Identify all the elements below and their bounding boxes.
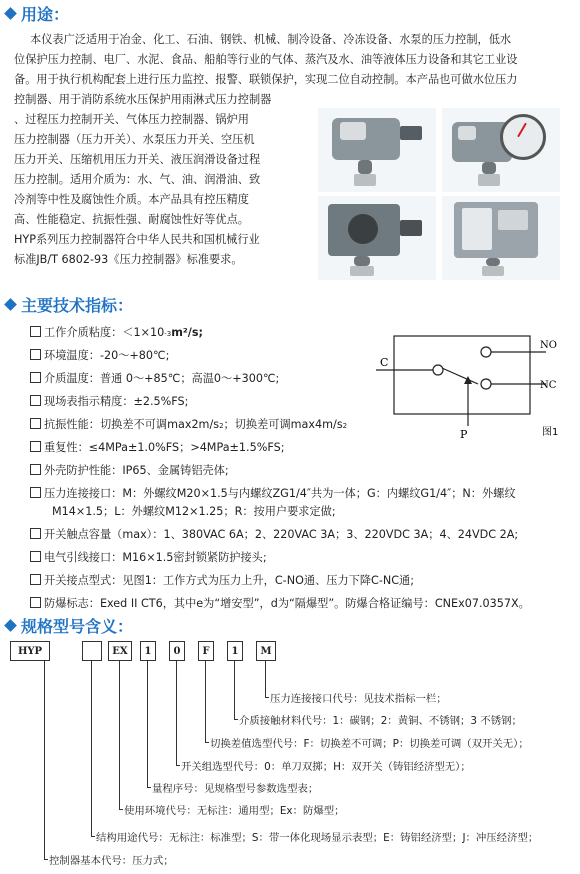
diagram-nc-terminal: [481, 379, 491, 389]
code-box-material: 1: [227, 641, 243, 661]
usage-section-title: [6, 2, 69, 24]
spec-vibration: 抗振性能：切换差不可调max2m/s 2 ；切换差可调max4m/s 2: [30, 416, 347, 432]
arrow-up-icon: [464, 376, 472, 384]
code-box-base: HYP: [10, 641, 50, 661]
diagram-frame: [394, 336, 530, 414]
checkbox-icon: [30, 326, 41, 337]
spec-repeatability: 重复性：≤4MPa±1.0%FS；>4MPa±1.5%FS;: [30, 439, 284, 455]
model-section-title: [6, 614, 133, 636]
product-photo-gauge: [442, 108, 560, 192]
spec-enclosure: 外壳防护性能：IP65、金属铸铝壳体;: [30, 462, 229, 478]
usage-line: 控制器、用于消防系统水压保护用雨淋式压力控制器: [14, 93, 272, 106]
spec-connection-cont: M14×1.5；L：外螺纹M12×1.25；R：按用户要求定做;: [52, 505, 336, 518]
diamond-bullet-icon: [4, 619, 17, 632]
code-box-differential: F: [198, 641, 214, 661]
model-desc-connection: 压力连接接口代号：见技术指标一栏；: [270, 693, 447, 705]
spec-medium-temp: 介质温度：普通 0～+85℃；高温0～+300℃;: [30, 370, 279, 386]
spec-ambient-temp: 环境温度：-20～+80℃;: [30, 347, 169, 363]
spec-accuracy: 现场表指示精度：±2.5%FS;: [30, 393, 188, 409]
code-box-structure: [82, 641, 102, 661]
checkbox-icon: [30, 574, 41, 585]
spec-explosion-proof: 防爆标志：Exed II CT6，其中e为“增安型”，d为“隔爆型”。防爆合格证编号：CNEx07.0357X。: [30, 595, 530, 611]
spec-cable-entry: 电气引线接口：M16×1.5密封锁紧防护接头;: [30, 549, 267, 565]
code-box-switch-group: 0: [169, 641, 185, 661]
code-box-environment: EX: [108, 641, 132, 661]
checkbox-icon: [30, 441, 41, 452]
diagram-label-c: C: [380, 356, 389, 369]
code-box-connection: M: [256, 641, 276, 661]
product-photo-switch: [318, 108, 436, 192]
code-box-range: 1: [140, 641, 156, 661]
usage-line: 压力开关、压缩机用压力开关、液压润滑设备过程: [14, 153, 261, 166]
tech-title-text: 主要技术指标：: [21, 295, 134, 315]
usage-line: 压力控制器（压力开关）、水泵压力开关、空压机: [14, 133, 255, 146]
usage-line: 压力控制。适用介质为：水、气、油、润滑油、致: [14, 173, 261, 186]
diamond-bullet-icon: [4, 7, 17, 20]
checkbox-icon: [30, 464, 41, 475]
checkbox-icon: [30, 528, 41, 539]
product-photos: [318, 108, 560, 280]
diagram-label-nc: NC: [540, 380, 557, 391]
model-desc-differential: 切换差值选型代号：F：切换差不可调；P：切换差可调（双开关无）；: [210, 738, 529, 750]
diamond-bullet-icon: [4, 298, 17, 311]
diagram-c-terminal: [433, 365, 443, 375]
checkbox-icon: [30, 597, 41, 608]
product-photo-explosion-proof: [318, 196, 436, 280]
spec-connection: 压力连接接口：M：外螺纹M20×1.5与内螺纹ZG1/4″共为一体；G：内螺纹G1/4″；N：外螺纹: [30, 485, 516, 501]
diagram-label-p: P: [460, 428, 468, 440]
usage-title-text: 用途：: [21, 4, 70, 24]
diagram-switch-blade: [442, 368, 478, 384]
usage-line: HYP系列压力控制器符合中华人民共和国机械行业: [14, 233, 260, 246]
usage-line: 位保护压力控制、电厂、水泥、食品、船舶等行业的气体、蒸汽及水、油等液体压力设备和其它工业设: [14, 53, 518, 66]
usage-line: 标准JB/T 6802-93《压力控制器》标准要求。: [14, 253, 243, 266]
usage-line: 冷剂等中性及腐蚀性介质。本产品具有控压精度: [14, 193, 249, 206]
checkbox-icon: [30, 349, 41, 360]
checkbox-icon: [30, 395, 41, 406]
model-desc-range: 量程序号：见规格型号参数选型表；: [152, 783, 319, 795]
product-photo-open-case: [442, 196, 560, 280]
diagram-label-no: NO: [540, 340, 557, 351]
diagram-no-terminal: [481, 347, 491, 357]
diagram-caption: 图1: [542, 427, 559, 438]
spec-contact-rating: 开关触点容量（max）：1、380VAC 6A；2、220VAC 3A；3、220VDC 3A；4、24VDC 2A;: [30, 526, 518, 542]
switch-contact-diagram: [376, 330, 572, 440]
model-title-text: 规格型号含义：: [21, 616, 134, 636]
usage-line: 备。用于执行机构配套上进行压力监控、报警、联锁保护，实现二位自动控制。本产品也可做水位压力: [14, 73, 518, 86]
checkbox-icon: [30, 418, 41, 429]
tech-section-title: [6, 293, 133, 315]
checkbox-icon: [30, 372, 41, 383]
spec-viscosity: 工作介质粘度：＜1×10 -3 m²/s;: [30, 324, 203, 340]
model-desc-structure: 结构用途代号：无标注：标准型；S：带一体化现场显示表型；E：铸铝经济型；J：冲压经济型；: [96, 832, 539, 844]
model-desc-material: 介质接触材料代号：1：碳钢；2：黄铜、不锈钢；3 不锈钢；: [239, 715, 522, 727]
model-desc-environment: 使用环境代号：无标注：通用型；Ex：防爆型；: [124, 805, 345, 817]
model-desc-base: 控制器基本代号：压力式；: [49, 855, 174, 867]
checkbox-icon: [30, 487, 41, 498]
checkbox-icon: [30, 551, 41, 562]
spec-contact-form: 开关接点型式：见图1：工作方式为压力上升，C-NO通、压力下降C-NC通;: [30, 572, 414, 588]
usage-line: 本仪表广泛适用于冶金、化工、石油、钢铁、机械、制冷设备、冷冻设备、水泵的压力控制，低水: [30, 33, 512, 46]
usage-line: 高、性能稳定、抗振性强、耐腐蚀性好等优点。: [14, 213, 249, 226]
usage-line: 、过程压力控制开关、气体压力控制器、锅炉用: [14, 113, 249, 126]
model-desc-switch-group: 开关组选型代号：0：单刀双掷；H：双开关（铸铝经济型无）；: [181, 761, 471, 773]
